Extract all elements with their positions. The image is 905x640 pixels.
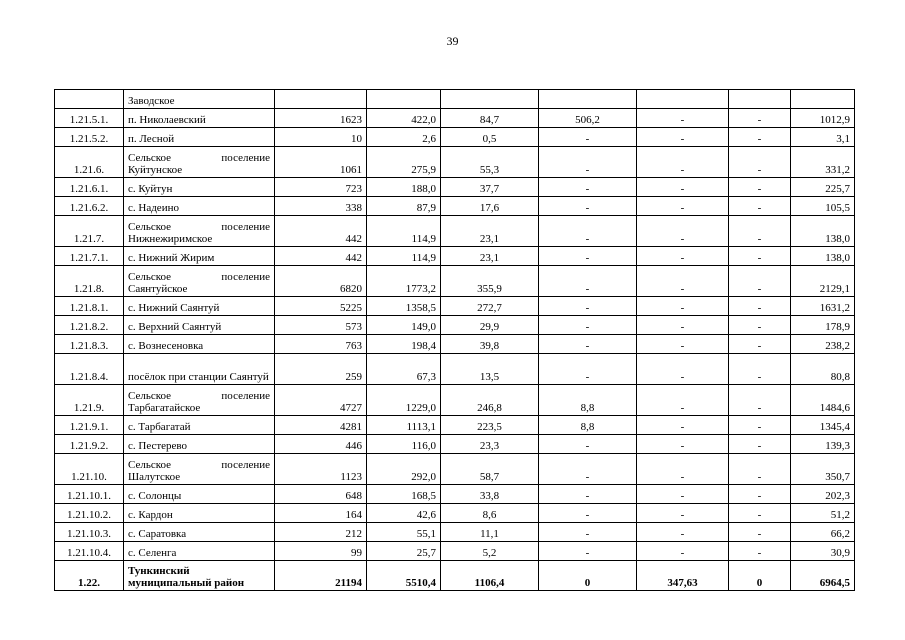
- cell-value-3: 0: [539, 561, 637, 591]
- cell-value-1: 114,9: [367, 247, 441, 266]
- cell-total: 139,3: [791, 435, 855, 454]
- cell-value-2: 272,7: [441, 297, 539, 316]
- cell-population: 4281: [275, 416, 367, 435]
- cell-value-5: -: [729, 523, 791, 542]
- cell-value-4: -: [637, 128, 729, 147]
- cell-total: 350,7: [791, 454, 855, 485]
- table-row: [55, 216, 855, 247]
- cell-value-3: -: [539, 504, 637, 523]
- table-row: [55, 335, 855, 354]
- cell-total: 178,9: [791, 316, 855, 335]
- cell-value-3: -: [539, 178, 637, 197]
- cell-value-3: -: [539, 435, 637, 454]
- cell-value-5: -: [729, 354, 791, 385]
- cell-value-5: -: [729, 147, 791, 178]
- cell-value-1: 1358,5: [367, 297, 441, 316]
- page-number: 39: [446, 34, 459, 48]
- cell-code: 1.21.10.1.: [55, 485, 124, 504]
- cell-value-5: -: [729, 266, 791, 297]
- cell-name: с. Саратовка: [124, 523, 275, 542]
- cell-value-3: 506,2: [539, 109, 637, 128]
- cell-value-4: -: [637, 523, 729, 542]
- cell-total: 2129,1: [791, 266, 855, 297]
- table-row: [55, 454, 855, 485]
- cell-population: 4727: [275, 385, 367, 416]
- cell-total: 202,3: [791, 485, 855, 504]
- cell-code: 1.21.9.: [55, 385, 124, 416]
- table-row: [55, 297, 855, 316]
- cell-code: [55, 90, 124, 109]
- cell-value-3: -: [539, 454, 637, 485]
- cell-value-4: -: [637, 297, 729, 316]
- table-row: [55, 178, 855, 197]
- cell-value-4: -: [637, 197, 729, 216]
- cell-value-1: 67,3: [367, 354, 441, 385]
- table-row: [55, 266, 855, 297]
- cell-name: с. Надеино: [124, 197, 275, 216]
- cell-name: п. Николаевский: [124, 109, 275, 128]
- cell-value-5: -: [729, 435, 791, 454]
- cell-value-1: 87,9: [367, 197, 441, 216]
- cell-value-2: [441, 90, 539, 109]
- cell-value-2: 8,6: [441, 504, 539, 523]
- cell-value-1: [367, 90, 441, 109]
- table-row: [55, 128, 855, 147]
- cell-code: 1.21.8.: [55, 266, 124, 297]
- cell-population: 5225: [275, 297, 367, 316]
- cell-population: 573: [275, 316, 367, 335]
- cell-name: Заводское: [124, 90, 275, 109]
- cell-value-2: 0,5: [441, 128, 539, 147]
- cell-value-5: -: [729, 485, 791, 504]
- cell-value-3: 8,8: [539, 416, 637, 435]
- cell-value-4: -: [637, 109, 729, 128]
- cell-code: 1.21.6.2.: [55, 197, 124, 216]
- cell-name: с. Нижний Жирим: [124, 247, 275, 266]
- cell-value-2: 23,1: [441, 216, 539, 247]
- cell-total: 51,2: [791, 504, 855, 523]
- cell-code: 1.21.5.1.: [55, 109, 124, 128]
- cell-name: Сельское поселение Шалутское: [124, 454, 275, 485]
- cell-value-3: -: [539, 485, 637, 504]
- cell-value-5: -: [729, 316, 791, 335]
- table-row: [55, 435, 855, 454]
- cell-total: 80,8: [791, 354, 855, 385]
- cell-value-1: 149,0: [367, 316, 441, 335]
- cell-population: 1123: [275, 454, 367, 485]
- cell-code: 1.21.10.: [55, 454, 124, 485]
- cell-value-2: 37,7: [441, 178, 539, 197]
- cell-value-5: -: [729, 297, 791, 316]
- table-row: [55, 523, 855, 542]
- cell-code: 1.21.6.: [55, 147, 124, 178]
- cell-value-5: -: [729, 128, 791, 147]
- cell-value-4: -: [637, 335, 729, 354]
- cell-name: с. Солонцы: [124, 485, 275, 504]
- cell-value-2: 84,7: [441, 109, 539, 128]
- cell-name: посёлок при станции Саянтуй: [124, 354, 275, 385]
- cell-code: 1.21.10.2.: [55, 504, 124, 523]
- cell-code: 1.21.9.1.: [55, 416, 124, 435]
- cell-value-1: 5510,4: [367, 561, 441, 591]
- table-row: [55, 147, 855, 178]
- cell-value-2: 33,8: [441, 485, 539, 504]
- cell-value-4: -: [637, 454, 729, 485]
- cell-population: 212: [275, 523, 367, 542]
- cell-population: 442: [275, 216, 367, 247]
- cell-value-4: -: [637, 435, 729, 454]
- cell-value-2: 355,9: [441, 266, 539, 297]
- cell-total: 138,0: [791, 247, 855, 266]
- cell-value-1: 1113,1: [367, 416, 441, 435]
- cell-value-5: -: [729, 109, 791, 128]
- cell-total: 331,2: [791, 147, 855, 178]
- cell-value-5: -: [729, 216, 791, 247]
- cell-total: 1345,4: [791, 416, 855, 435]
- cell-value-3: -: [539, 128, 637, 147]
- cell-value-4: [637, 90, 729, 109]
- cell-population: 723: [275, 178, 367, 197]
- cell-total: 1012,9: [791, 109, 855, 128]
- cell-population: 1623: [275, 109, 367, 128]
- cell-value-4: -: [637, 216, 729, 247]
- cell-value-1: 2,6: [367, 128, 441, 147]
- cell-value-4: -: [637, 385, 729, 416]
- cell-value-2: 23,3: [441, 435, 539, 454]
- cell-name: Сельское поселение Саянтуйское: [124, 266, 275, 297]
- cell-value-3: -: [539, 354, 637, 385]
- cell-name: Сельское поселение Куйтунское: [124, 147, 275, 178]
- cell-code: 1.22.: [55, 561, 124, 591]
- cell-code: 1.21.10.4.: [55, 542, 124, 561]
- cell-total: 1484,6: [791, 385, 855, 416]
- cell-code: 1.21.7.1.: [55, 247, 124, 266]
- cell-value-3: 8,8: [539, 385, 637, 416]
- cell-value-1: 292,0: [367, 454, 441, 485]
- table-row: [55, 109, 855, 128]
- cell-total: 238,2: [791, 335, 855, 354]
- cell-value-2: 29,9: [441, 316, 539, 335]
- cell-code: 1.21.8.4.: [55, 354, 124, 385]
- cell-name: с. Кардон: [124, 504, 275, 523]
- cell-value-1: 198,4: [367, 335, 441, 354]
- table-row: [55, 197, 855, 216]
- cell-total: 6964,5: [791, 561, 855, 591]
- cell-value-4: -: [637, 178, 729, 197]
- cell-value-5: -: [729, 335, 791, 354]
- cell-value-2: 1106,4: [441, 561, 539, 591]
- cell-value-1: 275,9: [367, 147, 441, 178]
- cell-code: 1.21.10.3.: [55, 523, 124, 542]
- cell-total: 3,1: [791, 128, 855, 147]
- cell-name: с. Пестерево: [124, 435, 275, 454]
- cell-value-1: 42,6: [367, 504, 441, 523]
- table-row: [55, 485, 855, 504]
- cell-total: 138,0: [791, 216, 855, 247]
- table-row: [55, 385, 855, 416]
- cell-value-5: -: [729, 416, 791, 435]
- cell-value-5: 0: [729, 561, 791, 591]
- table-body: [55, 90, 855, 591]
- cell-name: п. Лесной: [124, 128, 275, 147]
- cell-value-5: -: [729, 385, 791, 416]
- table-row: [55, 354, 855, 385]
- table-row: [55, 416, 855, 435]
- table-row: [55, 504, 855, 523]
- cell-population: 99: [275, 542, 367, 561]
- cell-value-5: -: [729, 178, 791, 197]
- cell-value-4: -: [637, 266, 729, 297]
- cell-value-1: 422,0: [367, 109, 441, 128]
- cell-total: 225,7: [791, 178, 855, 197]
- cell-population: 6820: [275, 266, 367, 297]
- cell-population: 446: [275, 435, 367, 454]
- cell-population: 763: [275, 335, 367, 354]
- cell-value-3: [539, 90, 637, 109]
- table-row: [55, 316, 855, 335]
- cell-name: Сельское поселение Нижнежиримское: [124, 216, 275, 247]
- cell-value-3: -: [539, 542, 637, 561]
- cell-value-3: -: [539, 316, 637, 335]
- cell-value-1: 114,9: [367, 216, 441, 247]
- cell-value-4: -: [637, 485, 729, 504]
- cell-value-2: 39,8: [441, 335, 539, 354]
- cell-value-1: 1773,2: [367, 266, 441, 297]
- cell-value-2: 246,8: [441, 385, 539, 416]
- cell-value-2: 58,7: [441, 454, 539, 485]
- cell-value-5: -: [729, 542, 791, 561]
- cell-name: с. Тарбагатай: [124, 416, 275, 435]
- cell-total: 1631,2: [791, 297, 855, 316]
- cell-population: 259: [275, 354, 367, 385]
- cell-population: 10: [275, 128, 367, 147]
- cell-code: 1.21.5.2.: [55, 128, 124, 147]
- cell-total: 66,2: [791, 523, 855, 542]
- cell-value-4: -: [637, 504, 729, 523]
- cell-value-4: -: [637, 416, 729, 435]
- cell-value-1: 1229,0: [367, 385, 441, 416]
- cell-value-2: 17,6: [441, 197, 539, 216]
- cell-total: [791, 90, 855, 109]
- cell-value-2: 5,2: [441, 542, 539, 561]
- cell-code: 1.21.9.2.: [55, 435, 124, 454]
- cell-value-3: -: [539, 216, 637, 247]
- cell-population: 21194: [275, 561, 367, 591]
- cell-value-5: -: [729, 504, 791, 523]
- cell-population: 338: [275, 197, 367, 216]
- cell-value-1: 25,7: [367, 542, 441, 561]
- cell-value-3: -: [539, 297, 637, 316]
- cell-population: 648: [275, 485, 367, 504]
- cell-value-4: 347,63: [637, 561, 729, 591]
- cell-name: с. Куйтун: [124, 178, 275, 197]
- cell-name: с. Селенга: [124, 542, 275, 561]
- cell-population: 442: [275, 247, 367, 266]
- cell-value-2: 23,1: [441, 247, 539, 266]
- table-row: [55, 90, 855, 109]
- cell-name: с. Вознесеновка: [124, 335, 275, 354]
- cell-value-4: -: [637, 147, 729, 178]
- cell-value-1: 188,0: [367, 178, 441, 197]
- cell-name: Тункинский муниципальный район: [124, 561, 275, 591]
- table-row: [55, 542, 855, 561]
- cell-total: 30,9: [791, 542, 855, 561]
- cell-value-2: 55,3: [441, 147, 539, 178]
- cell-value-1: 168,5: [367, 485, 441, 504]
- cell-value-4: -: [637, 247, 729, 266]
- cell-code: 1.21.8.1.: [55, 297, 124, 316]
- cell-name: Сельское поселение Тарбагатайское: [124, 385, 275, 416]
- cell-population: 1061: [275, 147, 367, 178]
- settlement-table: [54, 89, 855, 591]
- cell-value-3: -: [539, 523, 637, 542]
- cell-value-5: -: [729, 197, 791, 216]
- cell-value-5: [729, 90, 791, 109]
- cell-code: 1.21.8.3.: [55, 335, 124, 354]
- cell-value-5: -: [729, 454, 791, 485]
- cell-code: 1.21.7.: [55, 216, 124, 247]
- cell-value-3: -: [539, 247, 637, 266]
- cell-name: с. Верхний Саянтуй: [124, 316, 275, 335]
- cell-value-1: 116,0: [367, 435, 441, 454]
- cell-population: [275, 90, 367, 109]
- cell-code: 1.21.8.2.: [55, 316, 124, 335]
- cell-name: с. Нижний Саянтуй: [124, 297, 275, 316]
- cell-value-1: 55,1: [367, 523, 441, 542]
- cell-value-4: -: [637, 316, 729, 335]
- cell-value-3: -: [539, 335, 637, 354]
- cell-value-2: 11,1: [441, 523, 539, 542]
- table-row: [55, 247, 855, 266]
- cell-code: 1.21.6.1.: [55, 178, 124, 197]
- cell-value-4: -: [637, 542, 729, 561]
- cell-value-2: 13,5: [441, 354, 539, 385]
- cell-value-3: -: [539, 266, 637, 297]
- cell-value-5: -: [729, 247, 791, 266]
- cell-total: 105,5: [791, 197, 855, 216]
- cell-population: 164: [275, 504, 367, 523]
- table-row-total: [55, 561, 855, 591]
- cell-value-2: 223,5: [441, 416, 539, 435]
- cell-value-4: -: [637, 354, 729, 385]
- cell-value-3: -: [539, 147, 637, 178]
- cell-value-3: -: [539, 197, 637, 216]
